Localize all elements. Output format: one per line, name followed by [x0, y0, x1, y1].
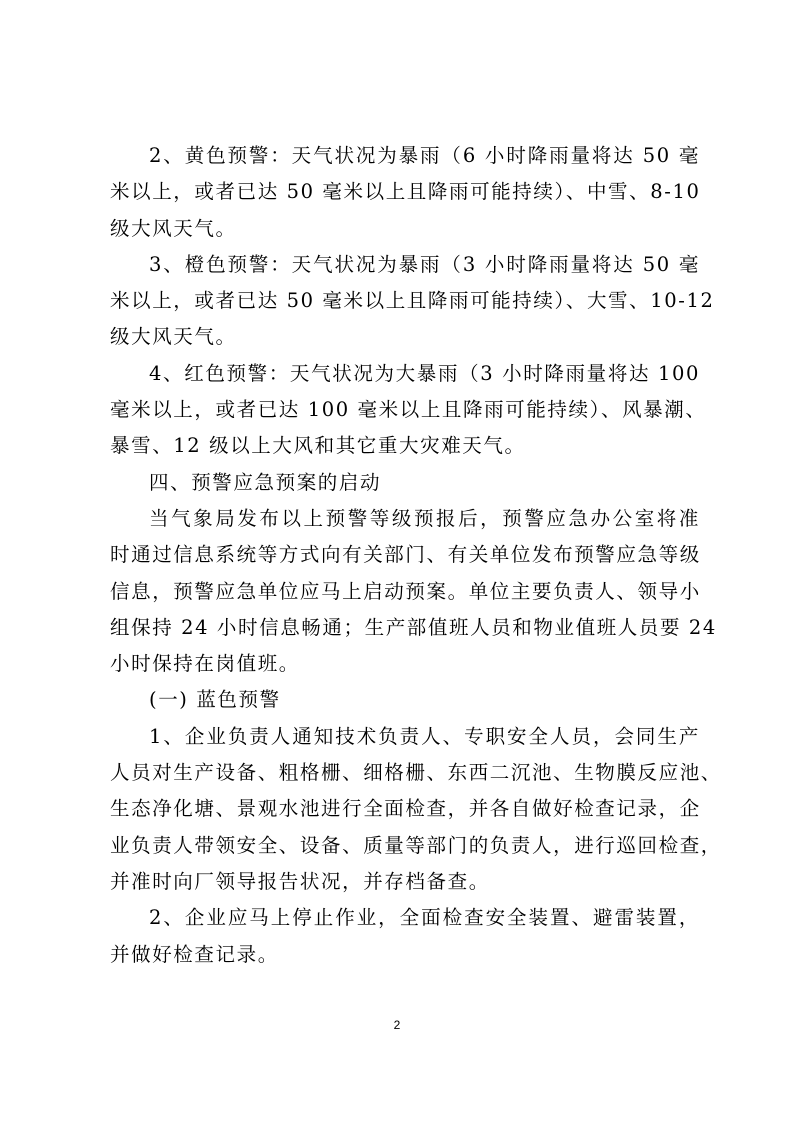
- subsection-heading: [110, 682, 700, 718]
- paragraph-orange-warning: [110, 247, 715, 356]
- text-line: 暴雪、12 级以上大风和其它重大灾难天气。: [110, 434, 526, 458]
- text-line: 毫米以上，或者已达 100 毫米以上且降雨可能持续）、风暴潮、: [110, 398, 707, 422]
- document-body: [110, 138, 722, 973]
- text-line: 4、红色预警：天气状况为大暴雨（3 小时降雨量将达 100: [149, 361, 700, 385]
- subsection-heading-text: (一) 蓝色预警: [149, 688, 281, 712]
- text-line: 并准时向厂领导报告状况，并存档备查。: [110, 869, 490, 893]
- text-line: 信息，预警应急单位应马上启动预案。单位主要负责人、领导小: [110, 579, 701, 603]
- page-number: 2: [393, 1018, 401, 1032]
- text-line: 小时保持在岗值班。: [110, 652, 300, 676]
- text-line: 2、企业应马上停止作业，全面检查安全装置、避雷装置，: [149, 906, 700, 930]
- text-line: 米以上，或者已达 50 毫米以上且降雨可能持续）、大雪、10-12: [110, 289, 715, 313]
- text-line: 米以上，或者已达 50 毫米以上且降雨可能持续）、中雪、8-10: [110, 180, 701, 204]
- paragraph-yellow-warning: [110, 138, 700, 247]
- text-line: 当气象局发布以上预警等级预报后，预警应急办公室将准: [149, 506, 700, 530]
- text-line: 组保持 24 小时信息畅通；生产部值班人员和物业值班人员要 24: [110, 615, 717, 639]
- paragraph-red-warning: [110, 356, 707, 465]
- text-line: 1、企业负责人通知技术负责人、专职安全人员，会同生产: [149, 724, 700, 748]
- paragraph-blue-item-2: [110, 900, 700, 973]
- section-heading: [110, 465, 700, 501]
- paragraph-blue-item-1: [110, 719, 722, 900]
- text-line: 3、橙色预警：天气状况为暴雨（3 小时降雨量将达 50 毫: [149, 252, 700, 276]
- text-line: 2、黄色预警：天气状况为暴雨（6 小时降雨量将达 50 毫: [149, 144, 700, 167]
- text-line: 并做好检查记录。: [110, 942, 279, 966]
- section-heading-text: 四、预警应急预案的启动: [149, 470, 382, 494]
- text-line: 人员对生产设备、粗格栅、细格栅、东西二沉池、生物膜反应池、: [110, 761, 722, 785]
- text-line: 时通过信息系统等方式向有关部门、有关单位发布预警应急等级: [110, 543, 701, 567]
- paragraph-section-4-body: [110, 501, 717, 682]
- text-line: 业负责人带领安全、设备、质量等部门的负责人，进行巡回检查，: [110, 833, 722, 857]
- text-line: 生态净化塘、景观水池进行全面检查，并各自做好检查记录，企: [110, 797, 701, 821]
- text-line: 级大风天气。: [110, 216, 237, 240]
- text-line: 级大风天气。: [110, 325, 237, 349]
